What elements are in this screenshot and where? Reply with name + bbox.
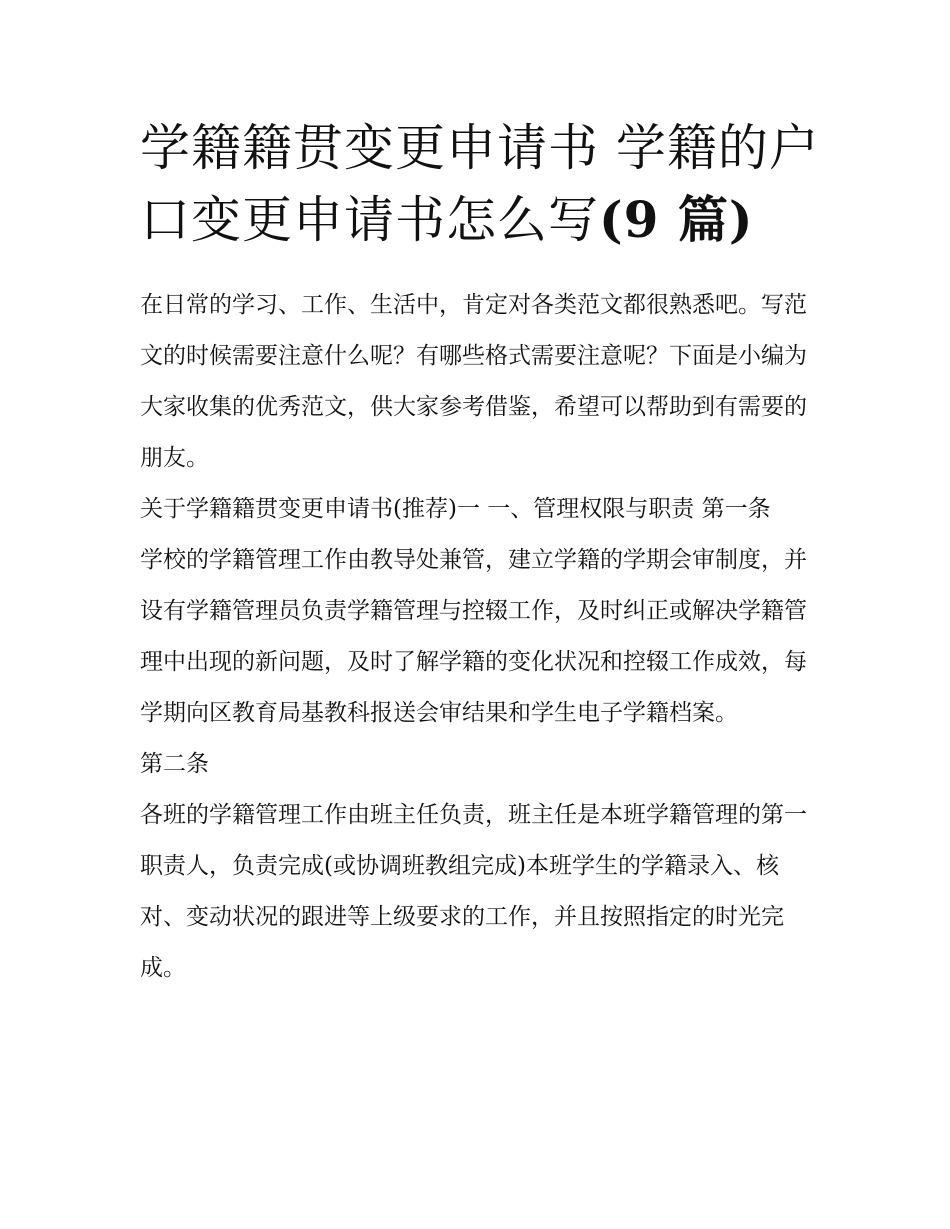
- document-body: [140, 280, 820, 994]
- intro-paragraph: 在日常的学习、工作、生活中，肯定对各类范文都很熟悉吧。写范文的时候需要注意什么呢？有哪些格式需要注意呢？下面是小编为大家收集的优秀范文，供大家参考借鉴，希望可以帮助到有需要的朋友。: [140, 292, 807, 471]
- section-heading: 关于学籍籍贯变更申请书(推荐)一 一、管理权限与职责 第一条: [140, 496, 771, 522]
- title-count: (9 篇): [599, 190, 754, 249]
- article-2-paragraph: 各班的学籍管理工作由班主任负责，班主任是本班学籍管理的第一职责人，负责完成(或协调班教组完成)本班学生的学籍录入、核对、变动状况的跟进等上级要求的工作，并且按照指定的时光完成。: [140, 802, 807, 981]
- document-title: [140, 112, 820, 256]
- article-1-paragraph: 学校的学籍管理工作由教导处兼管，建立学籍的学期会审制度，并设有学籍管理员负责学籍管理与控辍工作，及时纠正或解决学籍管理中出现的新问题，及时了解学籍的变化状况和控辍工作成效，每学期向区教育局基教科报送会审结果和学生电子学籍档案。: [140, 547, 807, 726]
- title-line-1: 学籍籍贯变更申请书 学籍的户: [140, 119, 820, 177]
- article-2-heading: 第二条: [140, 751, 209, 777]
- title-line-2: 口变更申请书怎么写: [140, 191, 599, 249]
